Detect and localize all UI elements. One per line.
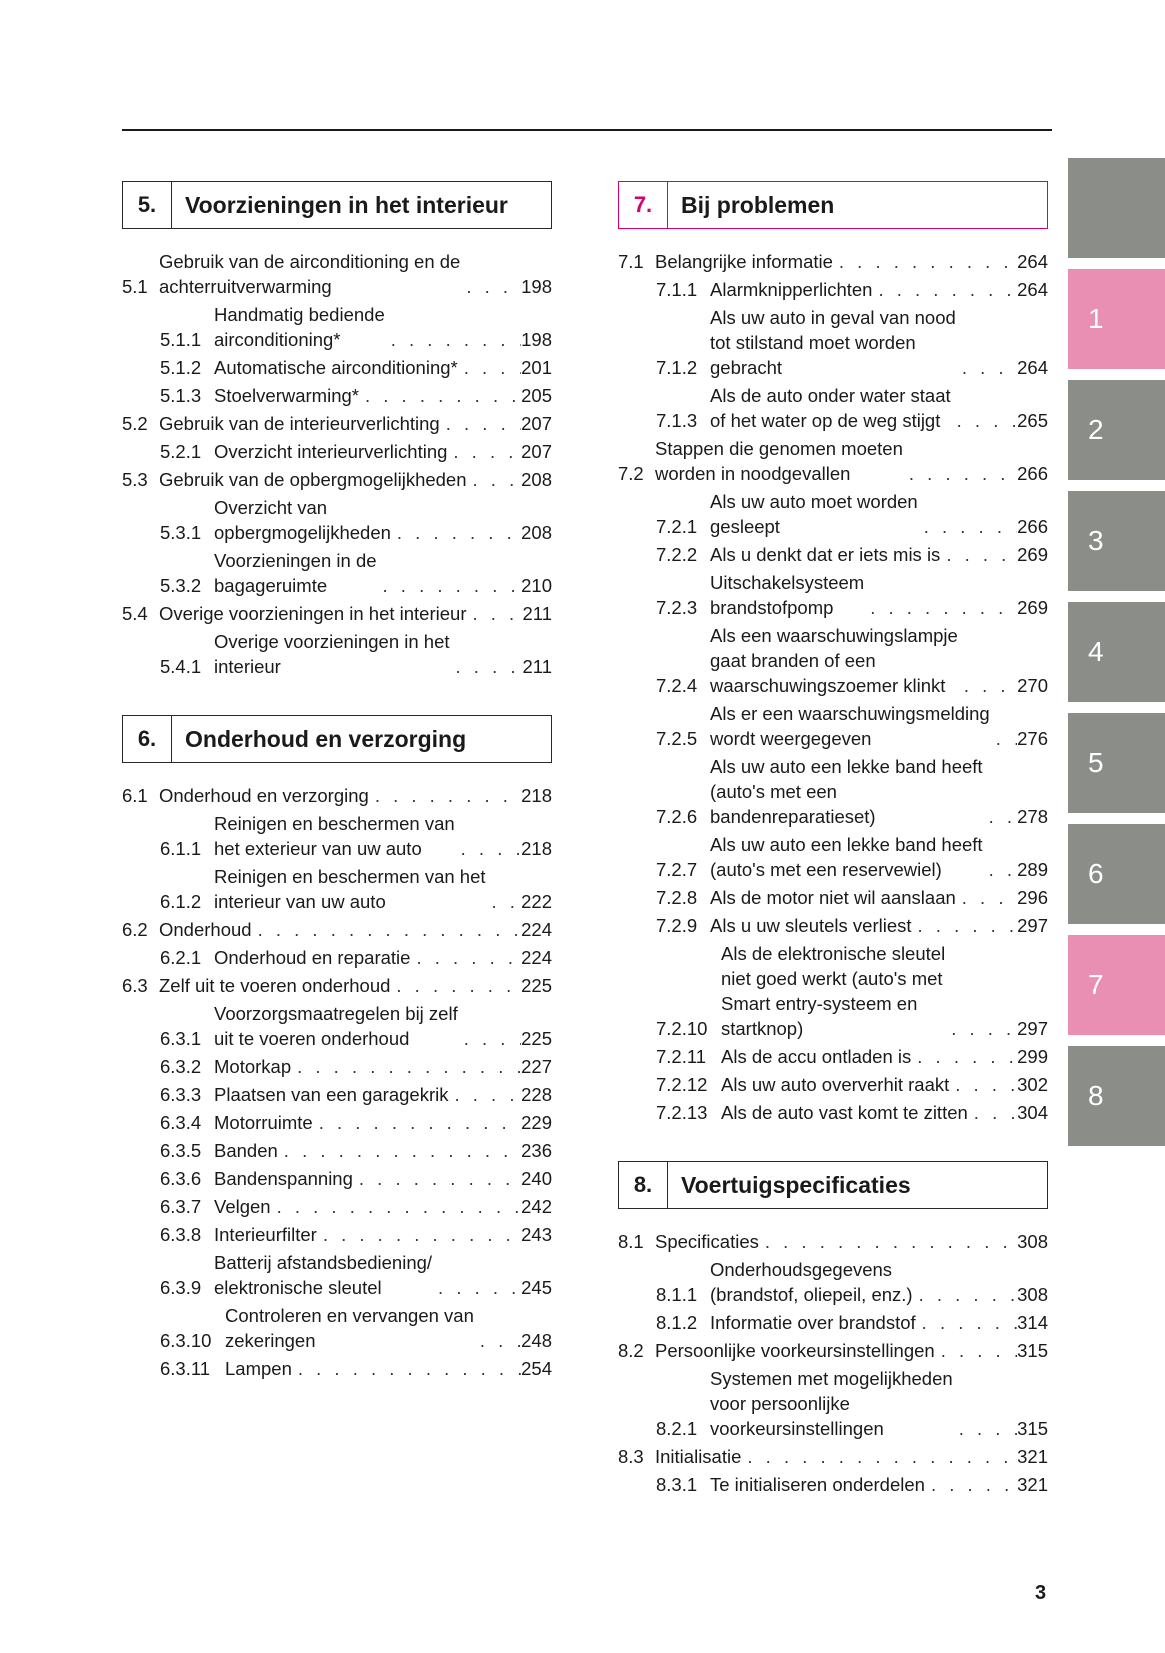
toc-entry-number: 5.3.2 bbox=[160, 575, 202, 596]
toc-entry-page: 315 bbox=[1017, 1418, 1048, 1439]
toc-entry[interactable] bbox=[122, 973, 552, 998]
toc-entry-number: 8.3 bbox=[618, 1446, 644, 1467]
dot-leader bbox=[385, 327, 521, 352]
chapter-tab-6[interactable]: 6 bbox=[1068, 824, 1165, 924]
chapter-tab-3[interactable]: 3 bbox=[1068, 491, 1165, 591]
toc-entry[interactable] bbox=[122, 383, 552, 408]
toc-entry-page: 308 bbox=[1017, 1231, 1048, 1252]
toc-entry-number: 6.3.4 bbox=[160, 1112, 202, 1133]
section-number: 6. bbox=[123, 716, 172, 762]
toc-entry[interactable] bbox=[618, 754, 1048, 829]
toc-entry-number: 6.3.11 bbox=[160, 1358, 211, 1379]
toc-entry-label: Als de auto vast komt te zitten bbox=[721, 1102, 968, 1123]
toc-entry-list bbox=[122, 783, 552, 1381]
toc-entry-page: 236 bbox=[521, 1140, 552, 1161]
toc-entry-label: Plaatsen van een garagekrik bbox=[214, 1084, 449, 1105]
toc-entry-page: 297 bbox=[1017, 1018, 1048, 1039]
toc-entry-label: Als een waarschuwingslampje gaat branden of een waarschuwingszoemer klinkt bbox=[710, 625, 958, 696]
toc-entry-page: 321 bbox=[1017, 1474, 1048, 1495]
toc-entry-label: Als uw auto oververhit raakt bbox=[721, 1074, 950, 1095]
dot-leader bbox=[956, 885, 1017, 910]
toc-entry-page: 264 bbox=[1017, 251, 1048, 272]
toc-entry-label: Overige voorzieningen in het interieur bbox=[159, 603, 467, 624]
toc-entry-list bbox=[122, 249, 552, 679]
toc-entry-number: 6.3.7 bbox=[160, 1196, 202, 1217]
toc-entry-label: Interieurfilter bbox=[214, 1224, 317, 1245]
toc-entry[interactable] bbox=[122, 411, 552, 436]
toc-entry-page: 266 bbox=[1017, 463, 1048, 484]
toc-entry[interactable] bbox=[618, 1257, 1048, 1307]
toc-entry-number: 7.2.3 bbox=[656, 597, 698, 618]
toc-entry-number: 5.1.2 bbox=[160, 357, 202, 378]
dot-leader bbox=[458, 1026, 521, 1051]
toc-entry-number: 6.2 bbox=[122, 919, 148, 940]
toc-entry-label: Motorruimte bbox=[214, 1112, 313, 1133]
toc-entry[interactable] bbox=[122, 1356, 552, 1381]
toc-entry-label: Te initialiseren onderdelen bbox=[710, 1474, 925, 1495]
toc-entry[interactable] bbox=[122, 1001, 552, 1051]
toc-entry-label: Batterij afstandsbediening/ elektronische sleutel bbox=[214, 1252, 433, 1298]
toc-entry[interactable] bbox=[122, 1222, 552, 1247]
toc-entry-label: Specificaties bbox=[655, 1231, 759, 1252]
toc-entry[interactable] bbox=[618, 1229, 1048, 1254]
toc-entry-label: Persoonlijke voorkeursinstellingen bbox=[655, 1340, 935, 1361]
dot-leader bbox=[940, 542, 1017, 567]
section-number: 5. bbox=[123, 182, 172, 228]
toc-entry[interactable] bbox=[618, 1100, 1048, 1125]
toc-entry-label: Uitschakelsysteem brandstofpomp bbox=[710, 572, 865, 618]
toc-entry[interactable] bbox=[618, 570, 1048, 620]
toc-entry-label: Systemen met mogelijkheden voor persoonlijke voorkeursinstellingen bbox=[710, 1368, 953, 1439]
chapter-tab-5[interactable]: 5 bbox=[1068, 713, 1165, 813]
dot-leader bbox=[925, 1472, 1017, 1497]
chapter-tab-2[interactable]: 2 bbox=[1068, 380, 1165, 480]
toc-entry-label: Gebruik van de opbergmogelijkheden bbox=[159, 469, 467, 490]
dot-leader bbox=[466, 601, 522, 626]
toc-entry-page: 225 bbox=[521, 975, 552, 996]
toc-entry-page: 211 bbox=[522, 656, 552, 677]
dot-leader bbox=[291, 1054, 521, 1079]
toc-entry-label: Voorzieningen in de bagageruimte bbox=[214, 550, 377, 596]
toc-column-left bbox=[122, 181, 552, 1417]
dot-leader bbox=[447, 439, 521, 464]
toc-entry-number: 7.2.11 bbox=[656, 1046, 707, 1067]
toc-entry[interactable] bbox=[122, 439, 552, 464]
toc-entry[interactable] bbox=[618, 1310, 1048, 1335]
dot-leader bbox=[872, 277, 1017, 302]
dot-leader bbox=[833, 249, 1017, 274]
toc-entry-page: 224 bbox=[521, 947, 552, 968]
toc-entry[interactable] bbox=[122, 917, 552, 942]
toc-entry[interactable] bbox=[618, 249, 1048, 274]
toc-entry[interactable] bbox=[618, 832, 1048, 882]
dot-leader bbox=[390, 973, 521, 998]
dot-leader bbox=[292, 1356, 521, 1381]
dot-leader bbox=[958, 673, 1017, 698]
toc-entry[interactable] bbox=[122, 1110, 552, 1135]
toc-entry-label: Als uw auto een lekke band heeft (auto's met een bandenreparatieset) bbox=[710, 756, 983, 827]
toc-entry[interactable] bbox=[122, 601, 552, 626]
top-rule bbox=[122, 129, 1052, 131]
toc-entry-label: Gebruik van de airconditioning en de achterruitverwarming bbox=[159, 251, 461, 297]
toc-entry-number: 5.1 bbox=[122, 276, 148, 297]
toc-entry-page: 225 bbox=[521, 1028, 552, 1049]
toc-entry[interactable] bbox=[122, 1250, 552, 1300]
toc-entry-number: 5.2.1 bbox=[160, 441, 202, 462]
toc-entry-number: 7.1.1 bbox=[656, 279, 698, 300]
toc-entry-label: Als u denkt dat er iets mis is bbox=[710, 544, 941, 565]
dot-leader bbox=[369, 783, 521, 808]
dot-leader bbox=[945, 1016, 1017, 1041]
toc-entry[interactable] bbox=[618, 1044, 1048, 1069]
toc-entry[interactable] bbox=[122, 302, 552, 352]
dot-leader bbox=[450, 654, 523, 679]
chapter-tab-7[interactable]: 7 bbox=[1068, 935, 1165, 1035]
toc-entry-number: 7.1 bbox=[618, 251, 644, 272]
dot-leader bbox=[410, 945, 521, 970]
toc-entry-label: Stappen die genomen moeten worden in noodgevallen bbox=[655, 438, 903, 484]
dot-leader bbox=[913, 1282, 1018, 1307]
dot-leader bbox=[903, 461, 1017, 486]
toc-entry-page: 210 bbox=[521, 575, 552, 596]
toc-entry-label: Automatische airconditioning* bbox=[214, 357, 458, 378]
toc-entry-label: Controleren en vervangen van zekeringen bbox=[225, 1305, 474, 1351]
toc-entry[interactable] bbox=[122, 864, 552, 914]
toc-entry-number: 5.4 bbox=[122, 603, 148, 624]
toc-entry-page: 208 bbox=[521, 522, 552, 543]
toc-entry-label: Overzicht van opbergmogelijkheden bbox=[214, 497, 391, 543]
toc-entry-label: Reinigen en beschermen van het interieur van uw auto bbox=[214, 866, 486, 912]
toc-entry-number: 6.3.2 bbox=[160, 1056, 202, 1077]
toc-entry-label: Onderhoud bbox=[159, 919, 252, 940]
dot-leader bbox=[911, 1044, 1017, 1069]
dot-leader bbox=[313, 1110, 521, 1135]
toc-entry[interactable] bbox=[122, 355, 552, 380]
section-title: Voorzieningen in het interieur bbox=[185, 191, 508, 218]
toc-entry-page: 205 bbox=[521, 385, 552, 406]
toc-entry-page: 222 bbox=[521, 891, 552, 912]
toc-entry-number: 6.3.1 bbox=[160, 1028, 202, 1049]
toc-entry[interactable] bbox=[618, 1072, 1048, 1097]
toc-entry-number: 8.3.1 bbox=[656, 1474, 698, 1495]
toc-entry-number: 6.3 bbox=[122, 975, 148, 996]
chapter-tab-blank[interactable] bbox=[1068, 158, 1165, 258]
toc-entry-page: 269 bbox=[1017, 544, 1048, 565]
toc-entry[interactable] bbox=[122, 548, 552, 598]
toc-entry-number: 6.3.8 bbox=[160, 1224, 202, 1245]
toc-entry-label: Als uw auto een lekke band heeft (auto's met een reservewiel) bbox=[710, 834, 983, 880]
toc-entry-number: 7.2.2 bbox=[656, 544, 698, 565]
toc-entry-page: 315 bbox=[1017, 1340, 1048, 1361]
dot-leader bbox=[864, 595, 1017, 620]
toc-entry-label: Als de elektronische sleutel niet goed werkt (auto's met Smart entry-systeem en startknop) bbox=[721, 943, 946, 1039]
section-title: Bij problemen bbox=[681, 191, 835, 218]
toc-entry[interactable] bbox=[618, 701, 1048, 751]
toc-entry-label: Bandenspanning bbox=[214, 1168, 353, 1189]
toc-entry-number: 7.2.8 bbox=[656, 887, 698, 908]
toc-entry-page: 201 bbox=[521, 357, 552, 378]
chapter-tab-8[interactable]: 8 bbox=[1068, 1046, 1165, 1146]
toc-entry-page: 270 bbox=[1017, 675, 1048, 696]
section-number: 7. bbox=[619, 182, 668, 228]
toc-entry-page: 198 bbox=[521, 329, 552, 350]
toc-entry-label: Informatie over brandstof bbox=[710, 1312, 916, 1333]
toc-entry[interactable] bbox=[618, 885, 1048, 910]
toc-entry-number: 5.4.1 bbox=[160, 656, 202, 677]
toc-entry-label: Banden bbox=[214, 1140, 278, 1161]
toc-entry-label: Onderhoud en verzorging bbox=[159, 785, 369, 806]
toc-entry[interactable] bbox=[618, 1366, 1048, 1441]
toc-entry[interactable] bbox=[618, 1444, 1048, 1469]
toc-entry-number: 6.2.1 bbox=[160, 947, 202, 968]
toc-entry-number: 7.2.13 bbox=[656, 1102, 708, 1123]
toc-entry[interactable] bbox=[618, 489, 1048, 539]
toc-entry-label: Als er een waarschuwingsmelding wordt weergegeven bbox=[710, 703, 990, 749]
toc-entry-label: Stoelverwarming* bbox=[214, 385, 359, 406]
dot-leader bbox=[912, 913, 1018, 938]
toc-column-right bbox=[618, 181, 1048, 1533]
toc-entry-label: Als uw auto moet worden gesleept bbox=[710, 491, 918, 537]
section-header[interactable] bbox=[618, 181, 1048, 229]
dot-leader bbox=[956, 355, 1017, 380]
toc-entry-list bbox=[618, 249, 1048, 1125]
toc-entry-label: Handmatig bediende airconditioning* bbox=[214, 304, 385, 350]
toc-entry-label: Onderhoudsgegevens (brandstof, oliepeil, enz.) bbox=[710, 1259, 913, 1305]
section-header[interactable] bbox=[122, 181, 552, 229]
toc-entry-page: 264 bbox=[1017, 279, 1048, 300]
toc-entry[interactable] bbox=[122, 945, 552, 970]
toc-entry[interactable] bbox=[122, 1303, 552, 1353]
toc-entry-number: 7.2.10 bbox=[656, 1018, 708, 1039]
toc-entry[interactable] bbox=[618, 383, 1048, 433]
toc-entry-number: 5.3 bbox=[122, 469, 148, 490]
toc-entry-page: 299 bbox=[1017, 1046, 1048, 1067]
dot-leader bbox=[949, 1072, 1017, 1097]
toc-entry[interactable] bbox=[122, 467, 552, 492]
section-header[interactable] bbox=[618, 1161, 1048, 1209]
toc-entry-label: Als de accu ontladen is bbox=[721, 1046, 912, 1067]
chapter-tabs bbox=[1068, 158, 1165, 1157]
toc-entry[interactable] bbox=[618, 436, 1048, 486]
toc-entry-number: 5.3.1 bbox=[160, 522, 202, 543]
toc-entry-number: 6.1 bbox=[122, 785, 148, 806]
toc-entry[interactable] bbox=[618, 1472, 1048, 1497]
dot-leader bbox=[759, 1229, 1017, 1254]
dot-leader bbox=[983, 857, 1018, 882]
toc-entry-page: 248 bbox=[521, 1330, 552, 1351]
toc-entry-page: 224 bbox=[521, 919, 552, 940]
toc-entry-page: 227 bbox=[521, 1056, 552, 1077]
toc-entry-page: 265 bbox=[1017, 410, 1048, 431]
toc-entry-number: 6.3.6 bbox=[160, 1168, 202, 1189]
toc-entry-label: Motorkap bbox=[214, 1056, 292, 1077]
toc-entry[interactable] bbox=[122, 1138, 552, 1163]
section-title: Onderhoud en verzorging bbox=[185, 725, 467, 752]
dot-leader bbox=[440, 411, 521, 436]
toc-entry-label: Als uw auto in geval van nood tot stilstand moet worden gebracht bbox=[710, 307, 956, 378]
toc-entry[interactable] bbox=[122, 811, 552, 861]
toc-entry-page: 302 bbox=[1017, 1074, 1048, 1095]
toc-entry-number: 6.3.5 bbox=[160, 1140, 202, 1161]
dot-leader bbox=[951, 408, 1017, 433]
toc-entry-label: Velgen bbox=[214, 1196, 271, 1217]
toc-entry[interactable] bbox=[618, 623, 1048, 698]
toc-entry-page: 321 bbox=[1017, 1446, 1048, 1467]
toc-entry-number: 6.3.3 bbox=[160, 1084, 202, 1105]
toc-entry-number: 5.1.1 bbox=[160, 329, 202, 350]
toc-entry-page: 308 bbox=[1017, 1284, 1048, 1305]
toc-entry[interactable] bbox=[618, 542, 1048, 567]
toc-entry-page: 269 bbox=[1017, 597, 1048, 618]
toc-entry-label: Alarmknipperlichten bbox=[710, 279, 873, 300]
toc-entry-page: 266 bbox=[1017, 516, 1048, 537]
toc-entry-page: 276 bbox=[1017, 728, 1048, 749]
toc-entry-label: Lampen bbox=[225, 1358, 292, 1379]
toc-entry-page: 229 bbox=[521, 1112, 552, 1133]
toc-entry[interactable] bbox=[618, 941, 1048, 1041]
toc-entry[interactable] bbox=[618, 913, 1048, 938]
toc-entry-page: 296 bbox=[1017, 887, 1048, 908]
toc-entry-number: 7.2.6 bbox=[656, 806, 698, 827]
dot-leader bbox=[935, 1338, 1017, 1363]
toc-entry[interactable] bbox=[122, 1054, 552, 1079]
dot-leader bbox=[252, 917, 522, 942]
toc-entry-page: 297 bbox=[1017, 915, 1048, 936]
section-number: 8. bbox=[619, 1162, 668, 1208]
toc-entry-number: 5.2 bbox=[122, 413, 148, 434]
section-title: Voertuigspecificaties bbox=[681, 1171, 911, 1198]
toc-entry-page: 228 bbox=[521, 1084, 552, 1105]
toc-entry-page: 242 bbox=[521, 1196, 552, 1217]
toc-entry-page: 245 bbox=[521, 1277, 552, 1298]
dot-leader bbox=[317, 1222, 521, 1247]
chapter-tab-4[interactable]: 4 bbox=[1068, 602, 1165, 702]
toc-entry-page: 278 bbox=[1017, 806, 1048, 827]
dot-leader bbox=[432, 1275, 521, 1300]
toc-entry-number: 6.1.1 bbox=[160, 838, 202, 859]
dot-leader bbox=[377, 573, 522, 598]
toc-entry-number: 6.3.9 bbox=[160, 1277, 202, 1298]
dot-leader bbox=[916, 1310, 1017, 1335]
toc-entry-number: 7.2.12 bbox=[656, 1074, 708, 1095]
toc-entry-number: 6.1.2 bbox=[160, 891, 202, 912]
toc-entry-label: Onderhoud en reparatie bbox=[214, 947, 411, 968]
toc-entry-page: 240 bbox=[521, 1168, 552, 1189]
dot-leader bbox=[474, 1328, 521, 1353]
toc-entry[interactable] bbox=[122, 1194, 552, 1219]
dot-leader bbox=[455, 836, 521, 861]
toc-entry-number: 8.2.1 bbox=[656, 1418, 698, 1439]
toc-entry[interactable] bbox=[618, 277, 1048, 302]
toc-entry-page: 198 bbox=[521, 276, 552, 297]
toc-entry-page: 207 bbox=[521, 413, 552, 434]
chapter-tab-1[interactable]: 1 bbox=[1068, 269, 1165, 369]
toc-entry-number: 7.2.9 bbox=[656, 915, 698, 936]
dot-leader bbox=[983, 804, 1018, 829]
toc-entry[interactable] bbox=[122, 1166, 552, 1191]
dot-leader bbox=[460, 274, 521, 299]
dot-leader bbox=[968, 1100, 1017, 1125]
dot-leader bbox=[486, 889, 522, 914]
toc-entry-label: Belangrijke informatie bbox=[655, 251, 833, 272]
dot-leader bbox=[391, 520, 521, 545]
toc-entry-number: 6.3.10 bbox=[160, 1330, 212, 1351]
toc-entry-label: Initialisatie bbox=[655, 1446, 742, 1467]
dot-leader bbox=[353, 1166, 521, 1191]
toc-entry[interactable] bbox=[122, 629, 552, 679]
toc-entry[interactable] bbox=[122, 1082, 552, 1107]
section-header[interactable] bbox=[122, 715, 552, 763]
toc-entry[interactable] bbox=[122, 783, 552, 808]
toc-entry-page: 208 bbox=[521, 469, 552, 490]
toc-entry-label: Zelf uit te voeren onderhoud bbox=[159, 975, 391, 996]
toc-entry-number: 7.2.7 bbox=[656, 859, 698, 880]
dot-leader bbox=[448, 1082, 521, 1107]
toc-entry-page: 211 bbox=[522, 603, 552, 624]
toc-entry-number: 8.1 bbox=[618, 1231, 644, 1252]
toc-entry-number: 7.2.5 bbox=[656, 728, 698, 749]
dot-leader bbox=[953, 1416, 1017, 1441]
toc-entry-label: Als de motor niet wil aanslaan bbox=[710, 887, 956, 908]
toc-entry-page: 243 bbox=[521, 1224, 552, 1245]
dot-leader bbox=[918, 514, 1017, 539]
toc-entry[interactable] bbox=[618, 305, 1048, 380]
dot-leader bbox=[458, 355, 521, 380]
toc-entry-page: 218 bbox=[521, 785, 552, 806]
dot-leader bbox=[467, 467, 522, 492]
dot-leader bbox=[359, 383, 521, 408]
dot-leader bbox=[741, 1444, 1017, 1469]
toc-entry-number: 8.2 bbox=[618, 1340, 644, 1361]
dot-leader bbox=[990, 726, 1017, 751]
toc-entry-number: 8.1.2 bbox=[656, 1312, 698, 1333]
toc-entry-number: 7.2.4 bbox=[656, 675, 698, 696]
toc-entry-number: 8.1.1 bbox=[656, 1284, 698, 1305]
toc-entry-label: Voorzorgsmaatregelen bij zelf uit te voeren onderhoud bbox=[214, 1003, 458, 1049]
dot-leader bbox=[271, 1194, 522, 1219]
toc-entry-page: 218 bbox=[521, 838, 552, 859]
toc-entry[interactable] bbox=[122, 495, 552, 545]
toc-entry-label: Overzicht interieurverlichting bbox=[214, 441, 448, 462]
toc-entry-page: 207 bbox=[521, 441, 552, 462]
toc-entry-number: 7.2.1 bbox=[656, 516, 698, 537]
toc-entry-number: 7.2 bbox=[618, 463, 644, 484]
toc-entry-list bbox=[618, 1229, 1048, 1497]
dot-leader bbox=[278, 1138, 521, 1163]
toc-entry-label: Overige voorzieningen in het interieur bbox=[214, 631, 450, 677]
toc-entry-number: 7.1.3 bbox=[656, 410, 698, 431]
toc-entry[interactable] bbox=[122, 249, 552, 299]
toc-entry-page: 254 bbox=[521, 1358, 552, 1379]
toc-entry-label: Reinigen en beschermen van het exterieur van uw auto bbox=[214, 813, 455, 859]
toc-entry-label: Als u uw sleutels verliest bbox=[710, 915, 912, 936]
toc-entry-label: Als de auto onder water staat of het water op de weg stijgt bbox=[710, 385, 951, 431]
toc-entry-page: 264 bbox=[1017, 357, 1048, 378]
page-number: 3 bbox=[1035, 1582, 1047, 1604]
toc-entry-page: 314 bbox=[1017, 1312, 1048, 1333]
toc-entry-page: 304 bbox=[1017, 1102, 1048, 1123]
toc-entry-label: Gebruik van de interieurverlichting bbox=[159, 413, 440, 434]
toc-entry-number: 7.1.2 bbox=[656, 357, 698, 378]
toc-entry-page: 289 bbox=[1017, 859, 1048, 880]
toc-entry[interactable] bbox=[618, 1338, 1048, 1363]
toc-entry-number: 5.1.3 bbox=[160, 385, 202, 406]
